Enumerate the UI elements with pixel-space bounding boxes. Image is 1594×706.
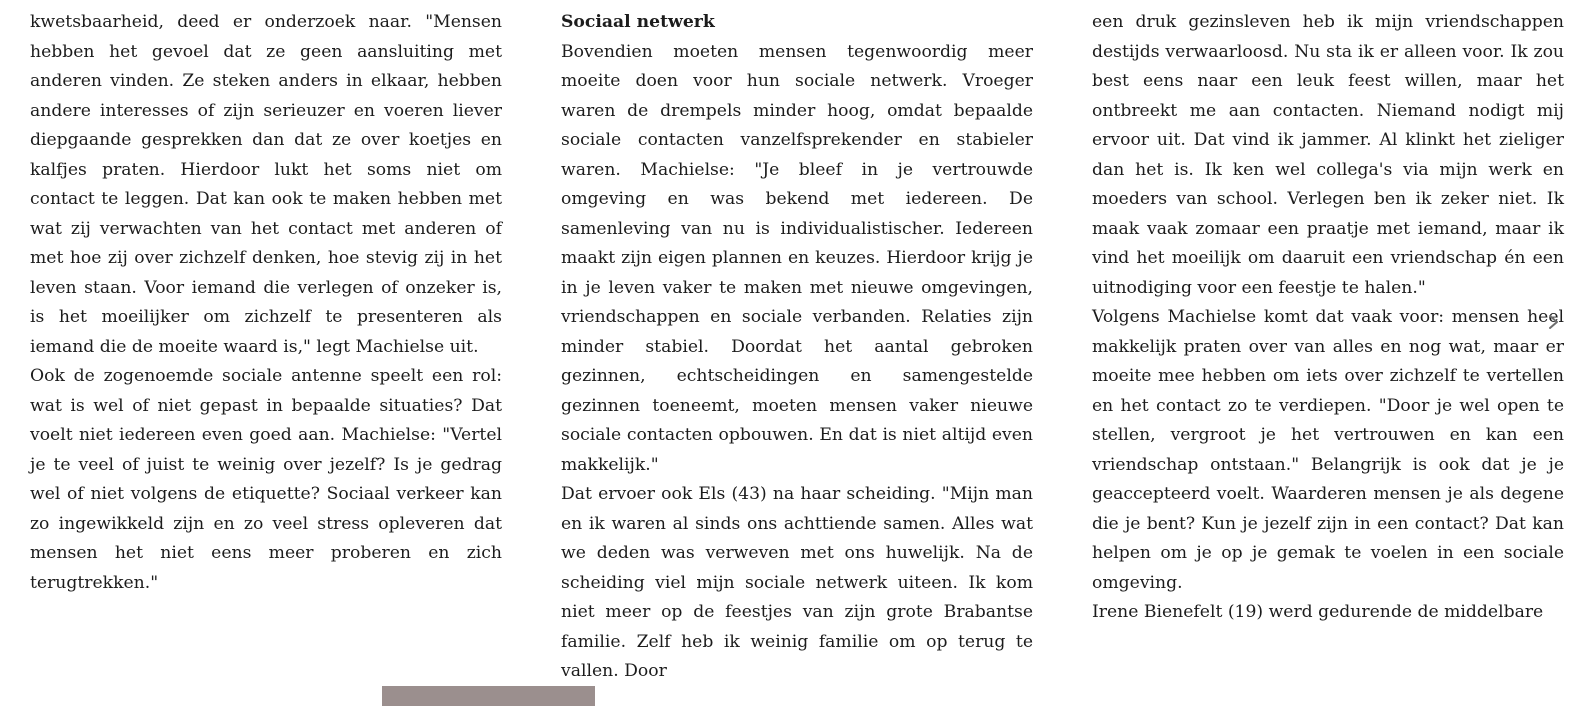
page-progress-track bbox=[0, 694, 1594, 706]
page-progress-indicator[interactable] bbox=[382, 686, 595, 706]
article-paragraph: Bovendien moeten mensen tegenwoordig meer moeite doen voor hun sociale netwerk. Vroeger waren de drempels minder hoog, omdat bepaalde sociale contacten vanzelfsprekender en stabieler waren. Machielse: "Je bleef in je vertrouwde omgeving en was bekend met iedereen. De samenleving van nu is individualistischer. Iedereen maakt zijn eigen plannen en keuzes. Hierdoor krijg je in je leven vaker te maken met nieuwe omgevingen, vriendschappen en sociale verbanden. Relaties zijn minder stabiel. Doordat het aantal gebroken gezinnen, echtscheidingen en samengestelde gezinnen toeneemt, moeten mensen vaker nieuwe sociale contacten opbouwen. En dat is niet altijd even makkelijk." bbox=[561, 41, 1033, 475]
chevron-right-icon bbox=[1544, 310, 1564, 334]
next-page-button[interactable] bbox=[1544, 310, 1564, 334]
article-paragraph: kwetsbaarheid, deed er onderzoek naar. "Mensen hebben het gevoel dat ze geen aansluiting met anderen vinden. Ze steken anders in elkaar, hebben andere interesses of zijn serieuzer en voeren liever diepgaande gesprekken dan dat ze over koetjes en kalfjes praten. Hierdoor lukt het soms niet om contact te leggen. Dat kan ook te maken hebben met wat zij verwachten van het contact met anderen of met hoe zij over zichzelf denken, hoe stevig zij in het leven staan. Voor iemand die verlegen of onzeker is, is het moeilijker om zichzelf te presenteren als iemand die de moeite waard is," legt Machielse uit. bbox=[30, 12, 502, 357]
article-paragraph: Dat ervoer ook Els (43) na haar scheiding. "Mijn man en ik waren al sinds ons achttiende samen. Alles wat we deden was verweven met ons huwelijk. Na de scheiding viel mijn sociale netwerk uiteen. Ik kom niet meer op de feestjes van zijn grote Brabantse familie. Zelf heb ik weinig familie om op terug te vallen. Door bbox=[561, 484, 1033, 681]
article-paragraph: Irene Bienefelt (19) werd gedurende de middelbare bbox=[1092, 602, 1544, 622]
article-paragraph: Volgens Machielse komt dat vaak voor: mensen heel makkelijk praten over van alles en nog wat, maar er moeite mee hebben om iets over zichzelf te vertellen en het contact zo te verdiepen. "Door je wel open te stellen, vergroot je het vertrouwen en kan een vriendschap ontstaan." Belangrijk is ook dat je je geaccepteerd voelt. Waarderen mensen je als degene die je bent? Kun je jezelf zijn in een contact? Dat kan helpen om je op je gemak te voelen in een sociale omgeving. bbox=[1092, 307, 1564, 593]
article-column-2 bbox=[561, 8, 1033, 687]
article-paragraph: Ook de zogenoemde sociale antenne speelt een rol: wat is wel of niet gepast in bepaalde situaties? Dat voelt niet iedereen even goed aan. Machielse: "Vertel je te veel of juist te weinig over jezelf? Is je gedrag wel of niet volgens de etiquette? Sociaal verkeer kan zo ingewikkeld zijn en zo veel stress opleveren dat mensen het niet eens meer proberen en zich terugtrekken." bbox=[30, 366, 502, 593]
article-column-1 bbox=[30, 8, 502, 598]
section-heading: Sociaal netwerk bbox=[561, 12, 715, 32]
article-column-3 bbox=[1092, 8, 1564, 628]
article-paragraph: een druk gezinsleven heb ik mijn vriendschappen destijds verwaarloosd. Nu sta ik er alleen voor. Ik zou best eens naar een leuk feest willen, maar het ontbreekt me aan contacten. Niemand nodigt mij ervoor uit. Dat vind ik jammer. Al klinkt het zieliger dan het is. Ik ken wel collega's via mijn werk en moeders van school. Verlegen ben ik zeker niet. Ik maak vaak zomaar een praatje met iemand, maar ik vind het moeilijk om daaruit een vriendschap én een uitnodiging voor een feestje te halen." bbox=[1092, 12, 1564, 298]
